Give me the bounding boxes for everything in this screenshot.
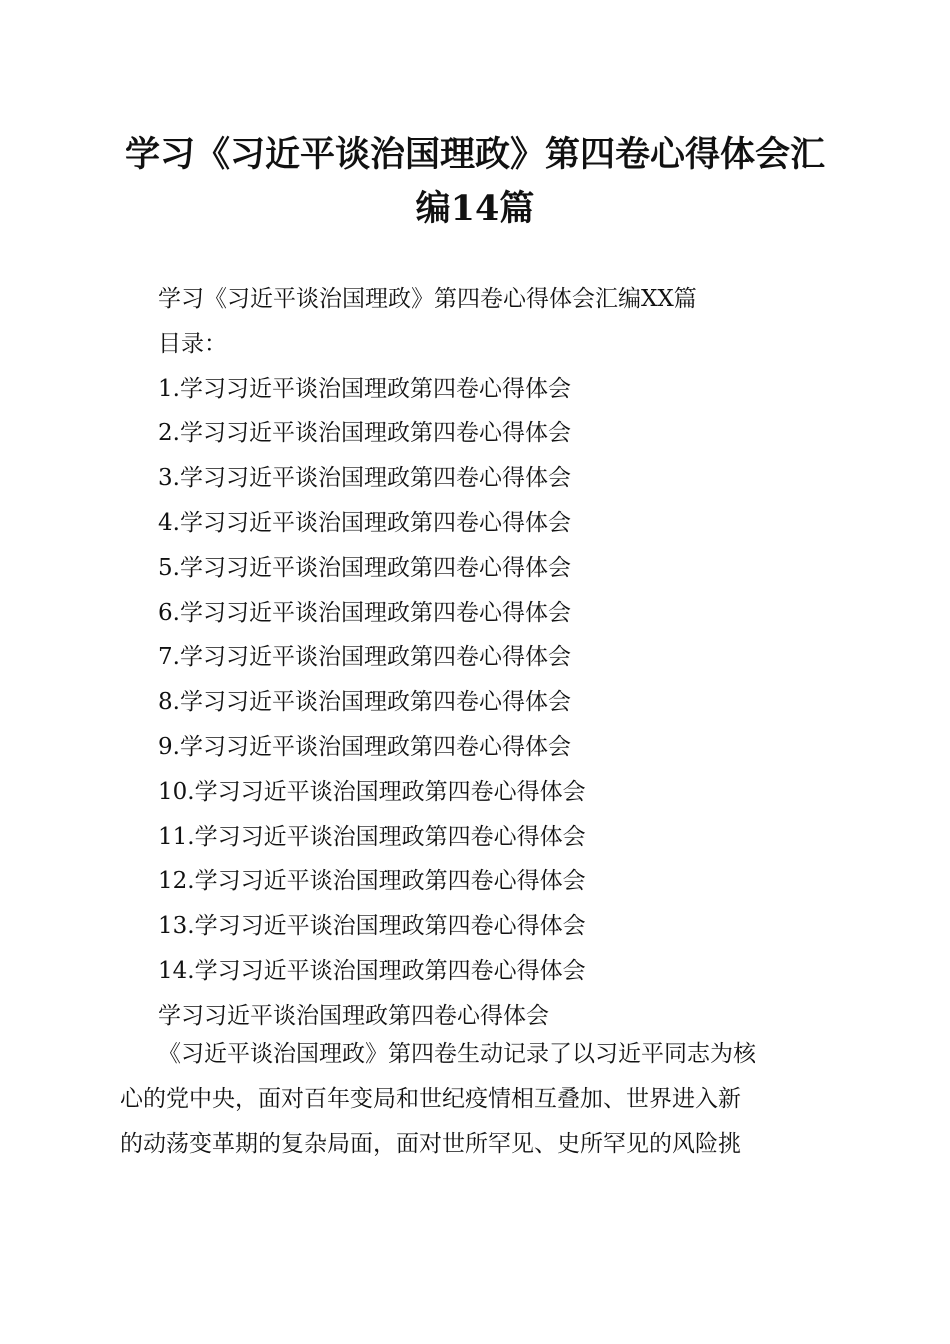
toc-item <box>158 501 848 546</box>
toc-item-text: 学习习近平谈治国理政第四卷心得体会 <box>194 957 586 984</box>
toc-item-number: 9. <box>158 733 180 760</box>
toc-item-number: 14. <box>158 957 195 984</box>
toc-item <box>158 680 848 725</box>
toc-item <box>158 635 848 680</box>
toc-item <box>158 904 848 949</box>
body-paragraph <box>120 1032 830 1166</box>
toc-item <box>158 770 848 815</box>
toc-item-number: 2. <box>158 420 180 447</box>
toc-item-number: 13. <box>158 913 195 940</box>
toc-item <box>158 367 848 412</box>
paragraph-line: 的动荡变革期的复杂局面，面对世所罕见、史所罕见的风险挑 <box>120 1130 741 1157</box>
toc-item-text: 学习习近平谈治国理政第四卷心得体会 <box>179 375 571 402</box>
toc-item-text: 学习习近平谈治国理政第四卷心得体会 <box>179 733 571 760</box>
toc-item-number: 4. <box>158 509 180 536</box>
document-title <box>100 128 850 236</box>
toc-item-text: 学习习近平谈治国理政第四卷心得体会 <box>179 420 571 447</box>
toc-item-text: 学习习近平谈治国理政第四卷心得体会 <box>179 644 571 671</box>
title-line-2: 编14篇 <box>415 188 535 229</box>
paragraph-line: 心的党中央，面对百年变局和世纪疫情相互叠加、世界进入新 <box>120 1085 741 1112</box>
toc-item-number: 11. <box>158 823 195 850</box>
toc-item-number: 7. <box>158 644 180 671</box>
paragraph-line: 《习近平谈治国理政》第四卷生动记录了以习近平同志为核 <box>158 1041 756 1067</box>
toc-item <box>158 411 848 456</box>
toc-list <box>158 367 848 994</box>
toc-item <box>158 815 848 860</box>
toc-label: 目录： <box>158 330 227 357</box>
toc-item-text: 学习习近平谈治国理政第四卷心得体会 <box>179 509 571 536</box>
toc-item-number: 3. <box>158 465 180 492</box>
toc-item-text: 学习习近平谈治国理政第四卷心得体会 <box>179 465 571 492</box>
toc-item-number: 10. <box>158 778 195 805</box>
toc-item <box>158 546 848 591</box>
subtitle: 学习《习近平谈治国理政》第四卷心得体会汇编XX篇 <box>158 286 697 312</box>
toc-item <box>158 725 848 770</box>
document-body <box>158 277 848 1039</box>
toc-item <box>158 591 848 636</box>
toc-item-number: 8. <box>158 689 180 716</box>
toc-item-number: 6. <box>158 599 180 626</box>
toc-item-number: 1. <box>158 375 180 402</box>
toc-item-text: 学习习近平谈治国理政第四卷心得体会 <box>179 554 571 581</box>
toc-item <box>158 456 848 501</box>
toc-item-text: 学习习近平谈治国理政第四卷心得体会 <box>194 823 586 850</box>
toc-item-text: 学习习近平谈治国理政第四卷心得体会 <box>194 913 586 940</box>
toc-item-text: 学习习近平谈治国理政第四卷心得体会 <box>179 689 571 716</box>
toc-item-number: 12. <box>158 868 195 895</box>
toc-item <box>158 949 848 994</box>
toc-item-text: 学习习近平谈治国理政第四卷心得体会 <box>194 868 586 895</box>
toc-item-text: 学习习近平谈治国理政第四卷心得体会 <box>179 599 571 626</box>
toc-item-number: 5. <box>158 554 180 581</box>
section-heading: 学习习近平谈治国理政第四卷心得体会 <box>158 1002 549 1029</box>
title-line-1: 学习《习近平谈治国理政》第四卷心得体会汇 <box>124 134 825 175</box>
toc-item-text: 学习习近平谈治国理政第四卷心得体会 <box>194 778 586 805</box>
toc-item <box>158 859 848 904</box>
